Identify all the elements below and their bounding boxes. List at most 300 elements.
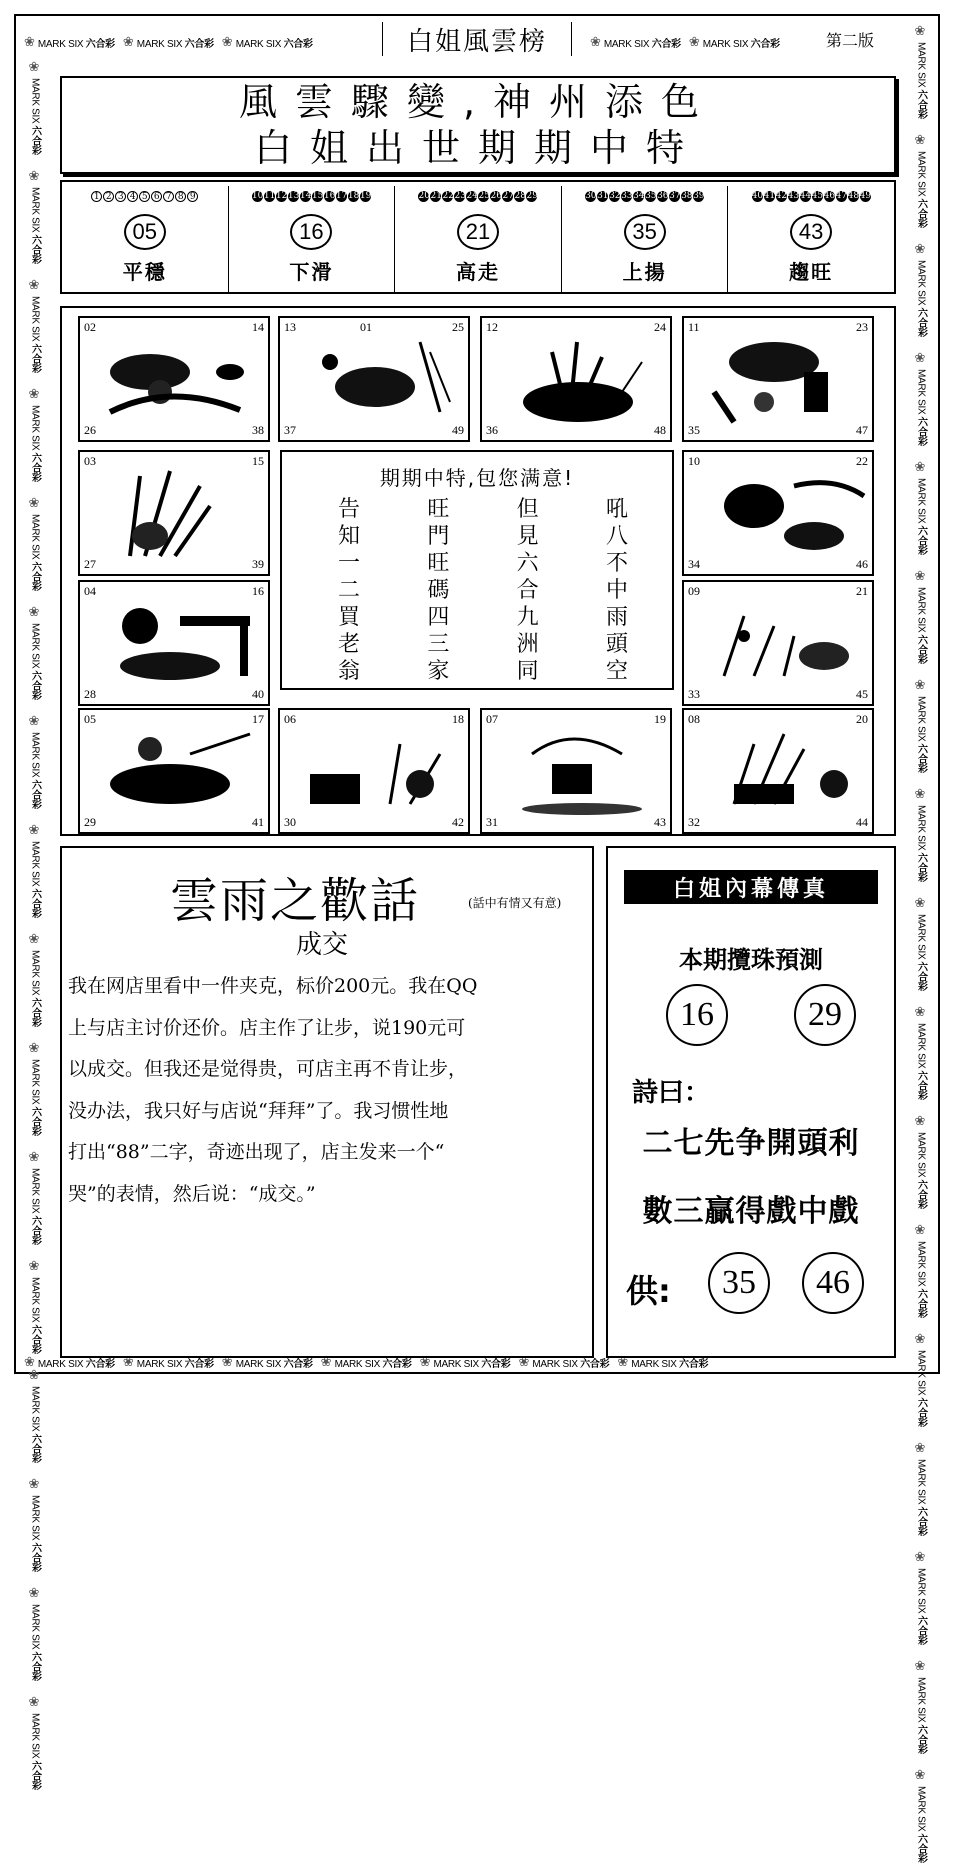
card-number: 33 [688, 687, 700, 701]
ball-number: 15 [311, 190, 324, 201]
mark-six-cn: 六合彩 [29, 1324, 41, 1354]
verse-char: 翁 [338, 659, 361, 684]
card-number: 16 [252, 584, 264, 598]
mark-six-badge [28, 1368, 43, 1463]
flower-icon: ❀ [913, 459, 929, 475]
ball-number: 42 [775, 190, 788, 201]
mark-six-badge [914, 1768, 929, 1863]
zodiac-card [78, 316, 270, 442]
ball-number: 7 [163, 191, 174, 202]
story-subtitle: 成交 [296, 930, 349, 960]
mark-six-cn: 六合彩 [85, 1358, 115, 1370]
card-number: 34 [688, 557, 700, 571]
pick-cell [395, 206, 562, 292]
card-number: 15 [252, 454, 264, 468]
mark-six-cn: 六合彩 [915, 1397, 927, 1427]
zodiac-picture [492, 724, 664, 822]
flower-icon: ❀ [24, 1354, 35, 1369]
zodiac-picture [90, 596, 262, 694]
mark-six-badge [28, 60, 43, 155]
mark-six-text: MARK SIX 六合彩 [235, 1358, 313, 1370]
mark-six-text: MARK SIX 六合彩 [29, 1385, 41, 1463]
ball-number: 38 [681, 190, 693, 201]
flower-icon: ❀ [913, 895, 929, 911]
verse-box [280, 450, 674, 690]
number-group [562, 186, 729, 206]
mark-six-text: MARK SIX 六合彩 [29, 1167, 41, 1245]
zodiac-picture [90, 466, 262, 564]
verse-char: 洲 [516, 632, 539, 657]
border-top-right [590, 28, 810, 56]
zodiac-picture [492, 332, 664, 430]
mark-six-cn: 六合彩 [85, 38, 115, 50]
story-text [68, 966, 588, 1215]
ball-number: 14 [299, 190, 312, 201]
card-number: 04 [84, 584, 96, 598]
pick-number: 21 [457, 214, 499, 250]
story-box [60, 846, 594, 1358]
card-number: 29 [84, 815, 96, 829]
mark-six-text: MARK SIX 六合彩 [915, 1458, 927, 1536]
card-number: 47 [856, 423, 868, 437]
verse-char: 門 [427, 524, 450, 549]
zodiac-card [278, 316, 470, 442]
flower-icon: ❀ [913, 677, 929, 693]
mark-six-cn: 六合彩 [915, 1724, 927, 1754]
ball-number: 27 [502, 190, 514, 201]
flower-icon: ❀ [122, 1354, 134, 1369]
verse-title: 期期中特,包您满意! [379, 466, 575, 490]
verse-char: 老 [338, 632, 361, 657]
mark-six-badge [914, 1114, 929, 1209]
pick-row [62, 206, 894, 292]
ball-number: 48 [847, 190, 860, 201]
mark-six-cn: 六合彩 [750, 38, 780, 50]
verse-char: 二 [338, 578, 361, 603]
headline-line-2: 白姐出世期期中特 [253, 126, 702, 170]
mark-six-text: MARK SIX 六合彩 [29, 1276, 41, 1354]
mark-six-text: MARK SIX 六合彩 [915, 695, 927, 773]
card-number: 18 [452, 712, 464, 726]
story-line: 没办法，我只好与店说“拜拜”了。我习惯性地 [68, 1099, 449, 1122]
ball-number: 44 [799, 190, 812, 201]
flower-icon: ❀ [27, 1040, 43, 1056]
verse-char: 六 [516, 551, 539, 576]
card-number: 02 [84, 320, 96, 334]
flower-icon: ❀ [913, 350, 929, 366]
ball-number: 16 [323, 190, 336, 201]
flower-icon: ❀ [913, 568, 929, 584]
zodiac-picture [694, 596, 866, 694]
zodiac-card [480, 708, 672, 834]
mark-six-cn: 六合彩 [481, 1358, 511, 1370]
flower-icon: ❀ [913, 1549, 929, 1565]
mark-six-cn: 六合彩 [29, 561, 41, 591]
supply-label: 供: [626, 1272, 671, 1310]
flower-icon: ❀ [27, 822, 43, 838]
card-number: 22 [856, 454, 868, 468]
ball-number: 4 [127, 191, 138, 202]
mark-six-cn: 六合彩 [29, 125, 41, 155]
mark-six-cn: 六合彩 [29, 779, 41, 809]
pick-word: 下滑 [289, 259, 334, 284]
mark-six-text: MARK SIX 六合彩 [915, 477, 927, 555]
mark-six-cn: 六合彩 [651, 38, 681, 50]
verse-char: 知 [338, 524, 361, 549]
pick-number: 16 [290, 214, 332, 250]
ball-number: 49 [859, 190, 872, 201]
mark-six-badge [28, 496, 43, 591]
card-number: 32 [688, 815, 700, 829]
mark-six-badge [914, 1005, 929, 1100]
verse-column [517, 496, 539, 686]
ball-number: 31 [597, 190, 609, 201]
mark-six-text: MARK SIX 六合彩 [433, 1358, 511, 1370]
card-number: 31 [486, 815, 498, 829]
pick-number: 35 [624, 214, 666, 250]
mark-six-text: MARK SIX 六合彩 [29, 513, 41, 591]
mark-six-text: MARK SIX 六合彩 [136, 1358, 214, 1370]
mark-six-cn: 六合彩 [580, 1358, 610, 1370]
flower-icon: ❀ [617, 1354, 629, 1369]
story-line: 打出“88”二字，奇迹出现了，店主发来一个“ [68, 1141, 445, 1163]
mark-six-cn: 六合彩 [679, 1358, 709, 1370]
pick-word: 趨旺 [789, 259, 834, 284]
card-number: 25 [452, 320, 464, 334]
mark-six-text: MARK SIX 六合彩 [915, 1240, 927, 1318]
card-number: 11 [688, 320, 700, 334]
card-number: 23 [856, 320, 868, 334]
mark-six-cn: 六合彩 [915, 307, 927, 337]
flower-icon: ❀ [27, 168, 43, 184]
ball-number: 24 [466, 190, 478, 201]
mark-six-text: MARK SIX 六合彩 [915, 1567, 927, 1645]
ball-number: 47 [835, 190, 848, 201]
mark-six-badge [28, 1695, 43, 1790]
card-number: 39 [252, 557, 264, 571]
verse-char: 頭 [605, 632, 628, 657]
verse-char: 合 [516, 578, 539, 603]
pick-cell [562, 206, 729, 292]
mark-six-text: MARK SIX 六合彩 [631, 1358, 709, 1370]
mark-six-cn: 六合彩 [915, 1288, 927, 1318]
mark-six-text: MARK SIX 六合彩 [915, 150, 927, 228]
story-title-note: (話中有情又有意) [468, 896, 562, 910]
verse-char: 同 [516, 659, 539, 684]
ball-number: 3 [115, 191, 126, 202]
mark-six-badge [28, 823, 43, 918]
zodiac-picture [694, 724, 866, 822]
mark-six-text: MARK SIX 六合彩 [29, 295, 41, 373]
mark-six-text: MARK SIX 六合彩 [915, 368, 927, 446]
mark-six-cn: 六合彩 [29, 1215, 41, 1245]
mark-six-text: MARK SIX 六合彩 [136, 38, 214, 50]
zodiac-picture [694, 466, 866, 564]
story-line: 我在网店里看中一件夹克，标价200元。我在QQ [68, 975, 478, 997]
card-number: 28 [84, 687, 96, 701]
card-number: 05 [84, 712, 96, 726]
number-group [62, 186, 229, 206]
ball-number: 36 [657, 190, 669, 201]
ball-number: 45 [811, 190, 824, 201]
mark-six-badge [28, 278, 43, 373]
flower-icon: ❀ [27, 931, 43, 947]
story-title: 雲雨之歡話 [170, 873, 421, 929]
mark-six-cn: 六合彩 [915, 525, 927, 555]
mark-six-text: MARK SIX 六合彩 [29, 731, 41, 809]
mark-six-cn: 六合彩 [283, 38, 313, 50]
mark-six-text: MARK SIX 六合彩 [915, 259, 927, 337]
verse-char: 家 [427, 659, 450, 684]
ball-number: 28 [514, 190, 526, 201]
card-number: 01 [360, 320, 372, 334]
mark-six-cn: 六合彩 [29, 670, 41, 700]
ball-number: 43 [787, 190, 800, 201]
verse-column [427, 496, 449, 686]
flower-icon: ❀ [518, 1354, 530, 1369]
card-number: 17 [252, 712, 264, 726]
supply-number: 46 [802, 1252, 864, 1314]
card-number: 14 [252, 320, 264, 334]
mark-six-cn: 六合彩 [915, 634, 927, 664]
mark-six-text: MARK SIX 六合彩 [29, 1603, 41, 1681]
mark-six-text: MARK SIX 六合彩 [235, 38, 313, 50]
insider-box [606, 846, 896, 1358]
verse-char: 三 [427, 632, 450, 657]
mark-six-text: MARK SIX 六合彩 [37, 1358, 115, 1370]
card-number: 09 [688, 584, 700, 598]
ball-number: 13 [287, 190, 300, 201]
mark-six-cn: 六合彩 [915, 1070, 927, 1100]
card-number: 48 [654, 423, 666, 437]
ball-number: 22 [442, 190, 454, 201]
flower-icon: ❀ [913, 1222, 929, 1238]
mark-six-text: MARK SIX 六合彩 [29, 949, 41, 1027]
mark-six-text: MARK SIX 六合彩 [603, 38, 681, 50]
ball-number: 26 [490, 190, 502, 201]
pick-number: 05 [124, 214, 166, 250]
mark-six-badge [28, 1041, 43, 1136]
pick-cell [62, 206, 229, 292]
mark-six-badge [914, 1659, 929, 1754]
ball-number: 10 [251, 190, 264, 201]
ball-number: 18 [347, 190, 360, 201]
mark-six-badge [914, 569, 929, 664]
card-number: 36 [486, 423, 498, 437]
mark-six-badge [28, 1477, 43, 1572]
flower-icon: ❀ [27, 713, 43, 729]
mark-six-badge [914, 896, 929, 991]
ball-number: 19 [359, 190, 372, 201]
flower-icon: ❀ [688, 34, 700, 49]
card-number: 24 [654, 320, 666, 334]
mark-six-badge [24, 34, 115, 50]
mark-six-cn: 六合彩 [29, 997, 41, 1027]
card-number: 19 [654, 712, 666, 726]
poem-label: 詩曰： [632, 1078, 711, 1108]
mark-six-cn: 六合彩 [915, 852, 927, 882]
mark-six-cn: 六合彩 [184, 38, 214, 50]
verse-column [338, 496, 360, 686]
mark-six-badge [28, 169, 43, 264]
card-number: 13 [284, 320, 296, 334]
ball-number: 23 [454, 190, 466, 201]
mark-six-cn: 六合彩 [29, 1651, 41, 1681]
ball-number: 17 [335, 190, 348, 201]
mark-six-cn: 六合彩 [29, 234, 41, 264]
mark-six-badge [28, 605, 43, 700]
verse-char: 碼 [427, 578, 450, 603]
mark-six-text: MARK SIX 六合彩 [915, 804, 927, 882]
mark-six-badge [28, 387, 43, 482]
ball-number: 29 [526, 190, 538, 201]
flower-icon: ❀ [419, 1354, 431, 1369]
mark-six-cn: 六合彩 [283, 1358, 313, 1370]
verse-column [606, 496, 628, 686]
supply-number: 35 [708, 1252, 770, 1314]
mark-six-text: MARK SIX 六合彩 [29, 404, 41, 482]
card-number: 45 [856, 687, 868, 701]
flower-icon: ❀ [913, 241, 929, 257]
ball-number: 21 [430, 190, 442, 201]
page-title: 白姐風雲榜 [382, 22, 572, 56]
card-number: 42 [452, 815, 464, 829]
zodiac-card [278, 708, 470, 834]
mark-six-badge [914, 1550, 929, 1645]
flower-icon: ❀ [913, 132, 929, 148]
card-number: 43 [654, 815, 666, 829]
mark-six-text: MARK SIX 六合彩 [29, 1712, 41, 1790]
mark-six-cn: 六合彩 [29, 1433, 41, 1463]
ball-number: 5 [139, 191, 150, 202]
verse-char: 吼 [605, 497, 628, 522]
flower-icon: ❀ [27, 1694, 43, 1710]
pick-cell [229, 206, 396, 292]
mark-six-text: MARK SIX 六合彩 [702, 38, 780, 50]
card-number: 21 [856, 584, 868, 598]
mark-six-text: MARK SIX 六合彩 [915, 1022, 927, 1100]
card-number: 46 [856, 557, 868, 571]
mark-six-cn: 六合彩 [915, 1179, 927, 1209]
verse-char: 旺 [427, 497, 450, 522]
edition-label: 第二版 [826, 31, 875, 50]
zodiac-picture [90, 332, 262, 430]
flower-icon: ❀ [122, 34, 134, 49]
flower-icon: ❀ [27, 1476, 43, 1492]
story-line: 上与店主讨价还价。店主作了让步，说190元可 [68, 1016, 466, 1039]
verse-char: 中 [605, 578, 628, 603]
number-strip [62, 186, 894, 206]
mark-six-cn: 六合彩 [29, 343, 41, 373]
border-right [904, 24, 938, 1863]
zodiac-picture [90, 724, 262, 822]
mark-six-text: MARK SIX 六合彩 [915, 913, 927, 991]
border-left [20, 60, 50, 1790]
ball-number: 20 [418, 190, 430, 201]
card-number: 26 [84, 423, 96, 437]
mark-six-badge [914, 1332, 929, 1427]
ball-number: 25 [478, 190, 490, 201]
ball-number: 1 [91, 191, 102, 202]
pick-word: 上揚 [622, 259, 667, 284]
insider-banner: 白姐內幕傳真 [624, 870, 878, 904]
mark-six-text: MARK SIX 六合彩 [915, 1349, 927, 1427]
flower-icon: ❀ [27, 1149, 43, 1165]
flower-icon: ❀ [913, 1658, 929, 1674]
flower-icon: ❀ [913, 1767, 929, 1783]
card-number: 20 [856, 712, 868, 726]
poem-line: 二七先争開頭利 [642, 1126, 860, 1161]
prediction-number: 16 [666, 984, 728, 1046]
zodiac-card [682, 316, 874, 442]
zodiac-card [682, 450, 874, 576]
ball-number: 11 [263, 190, 276, 201]
mark-six-cn: 六合彩 [29, 1106, 41, 1136]
verse-char: 空 [605, 659, 628, 684]
flower-icon: ❀ [913, 24, 929, 39]
verse-char: 但 [516, 497, 539, 522]
mark-six-cn: 六合彩 [915, 89, 927, 119]
mark-six-text: MARK SIX 六合彩 [29, 78, 41, 155]
ball-number: 39 [693, 190, 705, 201]
zodiac-card [480, 316, 672, 442]
number-forecast-box [60, 180, 896, 294]
ball-number: 46 [823, 190, 836, 201]
ball-number: 40 [751, 190, 764, 201]
card-number: 10 [688, 454, 700, 468]
flower-icon: ❀ [27, 1258, 43, 1274]
mark-six-text: MARK SIX 六合彩 [37, 38, 115, 50]
zodiac-picture [290, 332, 462, 430]
ball-number: 32 [609, 190, 621, 201]
ball-number: 41 [763, 190, 776, 201]
ball-number: 6 [151, 191, 162, 202]
flower-icon: ❀ [221, 1354, 233, 1369]
mark-six-badge [590, 34, 681, 50]
verse-char: 告 [338, 497, 361, 522]
mark-six-badge [28, 1586, 43, 1681]
mark-six-text: MARK SIX 六合彩 [915, 42, 927, 119]
headline-box [60, 76, 896, 174]
ball-number: 30 [585, 190, 597, 201]
pick-number: 43 [790, 214, 832, 250]
story-line: 哭”的表情，然后说：“成交。” [68, 1182, 316, 1205]
card-number: 49 [452, 423, 464, 437]
mark-six-text: MARK SIX 六合彩 [334, 1358, 412, 1370]
mark-six-badge [914, 133, 929, 228]
headline-line-1: 風雲驟變,神州添色 [238, 80, 718, 124]
mark-six-badge [914, 24, 929, 119]
flower-icon: ❀ [27, 495, 43, 511]
mark-six-badge [28, 1259, 43, 1354]
mark-six-text: MARK SIX 六合彩 [915, 586, 927, 664]
mark-six-text: MARK SIX 六合彩 [915, 1131, 927, 1209]
zodiac-card [682, 580, 874, 706]
mark-six-text: MARK SIX 六合彩 [915, 1785, 927, 1863]
ball-number: 33 [621, 190, 633, 201]
zodiac-card [78, 580, 270, 706]
story-line: 以成交。但我还是觉得贵，可店主再不肯让步， [68, 1058, 468, 1080]
zodiac-picture [694, 332, 866, 430]
mark-six-text: MARK SIX 六合彩 [29, 840, 41, 918]
border-top-left [24, 28, 364, 56]
verse-char: 見 [516, 524, 539, 549]
mark-six-cn: 六合彩 [29, 888, 41, 918]
mark-six-badge [28, 714, 43, 809]
card-number: 44 [856, 815, 868, 829]
card-number: 40 [252, 687, 264, 701]
card-number: 06 [284, 712, 296, 726]
